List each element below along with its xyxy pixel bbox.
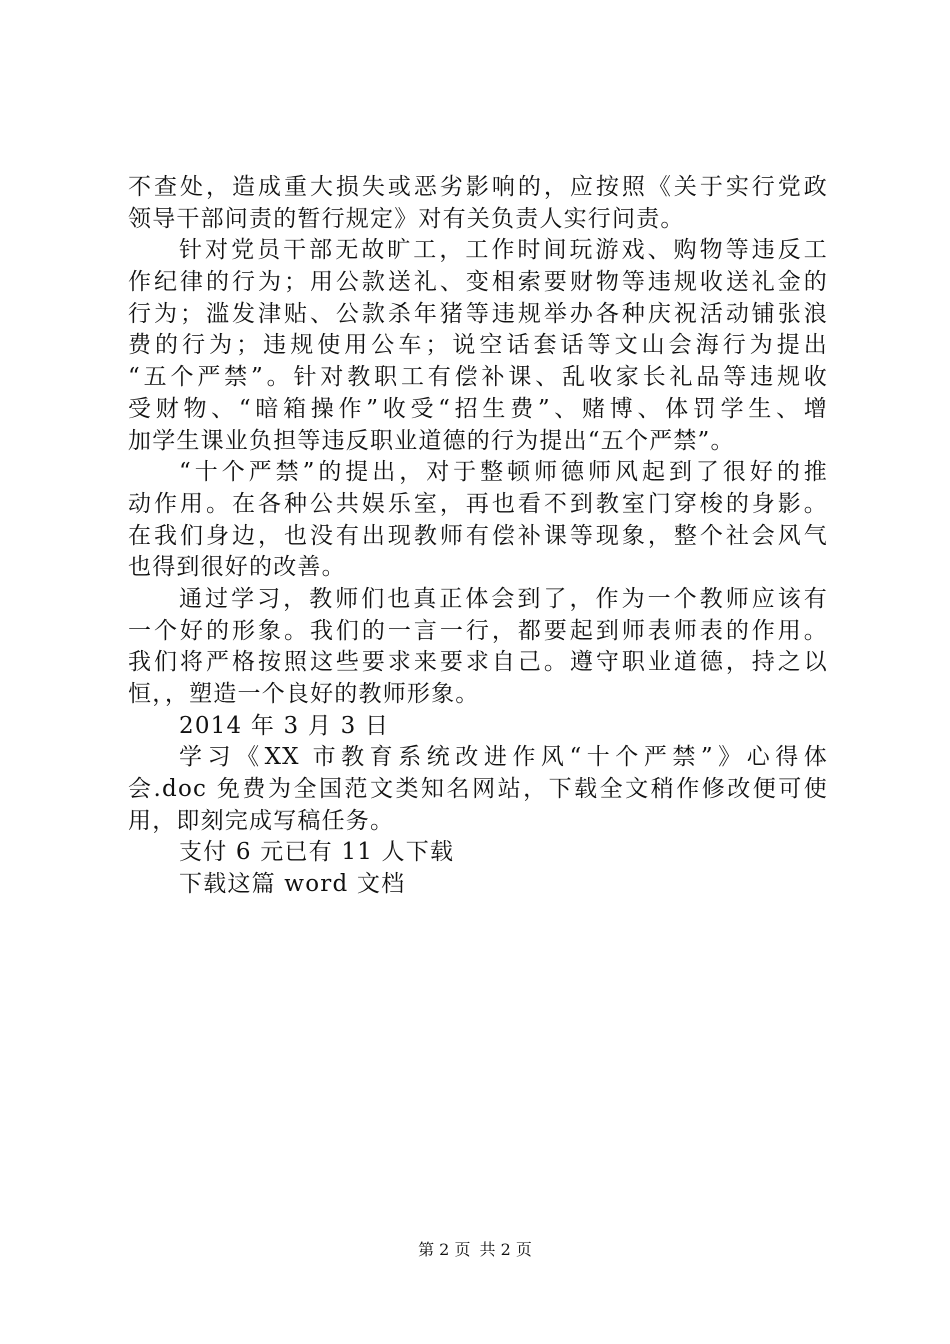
page-total: 共 2 页 [479,1240,532,1259]
paragraph-line: 我们将严格按照这些要求来要求自己。遵守职业道德，持之以 [128,649,828,676]
paragraph-line: 通过学习，教师们也真正体会到了，作为一个教师应该有 [179,585,828,612]
paragraph-line: 加学生课业负担等违反职业道德的行为提出“五个严禁”。 [128,427,735,454]
download-description-line: 会.doc 免费为全国范文类知名网站，下载全文稍作修改便可使 [128,776,828,803]
page-number: 第 2 页 [418,1240,471,1259]
download-description-line: 用，即刻完成写稿任务。 [128,807,395,834]
paragraph-line: 针对党员干部无故旷工，工作时间玩游戏、购物等违反工 [179,237,828,264]
paragraph-line: 费的行为；违规使用公车；说空话套话等文山会海行为提出 [128,332,828,359]
paragraph-line: 受财物、“暗箱操作”收受“招生费”、赌博、体罚学生、增 [128,395,828,422]
download-description-line: 学习《XX 市教育系统改进作风“十个严禁”》心得体 [179,744,828,771]
payment-info-text: 支付 6 元已有 11 人下载 [179,839,455,866]
paragraph-line: 动作用。在各种公共娱乐室，再也看不到教室门穿梭的身影。 [128,490,828,517]
paragraph-line: “五个严禁”。针对教职工有偿补课、乱收家长礼品等违规收 [128,364,828,391]
download-word-link[interactable]: 下载这篇 word 文档 [179,871,406,898]
paragraph-line: 领导干部问责的暂行规定》对有关负责人实行问责。 [128,205,685,232]
paragraph-line: 在我们身边，也没有出现教师有偿补课等现象，整个社会风气 [128,522,828,549]
document-body [128,172,828,901]
paragraph-line: 也得到很好的改善。 [128,554,346,581]
paragraph-line: 一个好的形象。我们的一言一行，都要起到师表师表的作用。 [128,617,828,644]
paragraph-line: “十个严禁”的提出，对于整顿师德师风起到了很好的推 [179,459,828,486]
page-footer [0,1240,950,1260]
paragraph-line: 恒，，塑造一个良好的教师形象。 [128,681,480,707]
paragraph-line: 不查处，造成重大损失或恶劣影响的，应按照《关于实行党政 [128,174,828,200]
paragraph-line: 作纪律的行为；用公款送礼、变相索要财物等违规收送礼金的 [128,269,828,296]
document-date: 2014 年 3 月 3 日 [179,712,390,739]
paragraph-line: 行为；滥发津贴、公款杀年猪等违规举办各种庆祝活动铺张浪 [128,300,828,327]
